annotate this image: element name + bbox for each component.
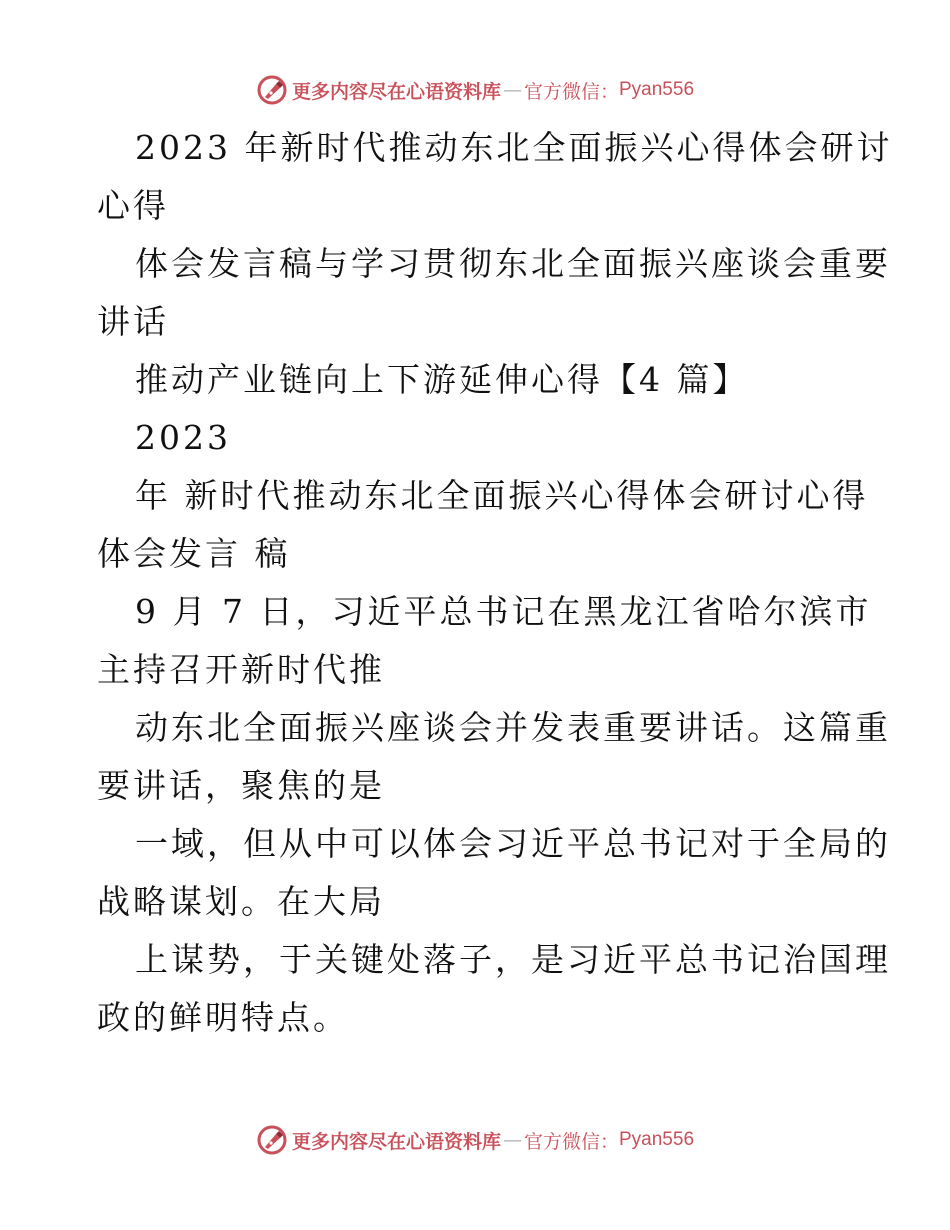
text-line: 战略谋划。在大局 xyxy=(97,882,385,921)
banner-dash: — xyxy=(502,1129,522,1151)
text-line: 一域，但从中可以体会习近平总书记对于全局的 xyxy=(135,824,891,863)
text-line: 要讲话，聚焦的是 xyxy=(97,766,385,805)
text-line: 9 月 7 日，习近平总书记在黑龙江省哈尔滨市 xyxy=(135,592,872,631)
wechat-id: Pyan556 xyxy=(619,79,695,100)
wechat-label: 官方微信： xyxy=(523,80,619,103)
wechat-label: 官方微信： xyxy=(523,1130,619,1153)
text-line: 讲话 xyxy=(97,302,169,341)
header-banner xyxy=(0,70,950,110)
text-line: 上谋势，于关键处落子，是习近平总书记治国理 xyxy=(135,940,891,979)
wechat-id: Pyan556 xyxy=(619,1129,695,1150)
banner-slogan: 更多内容尽在心语资料库 xyxy=(291,1130,501,1153)
text-line: 动东北全面振兴座谈会并发表重要讲话。这篇重 xyxy=(135,708,891,747)
text-line: 2023 年新时代推动东北全面振兴心得体会研讨 xyxy=(135,128,893,167)
text-line: 年 新时代推动东北全面振兴心得体会研讨心得 xyxy=(135,476,869,515)
pen-nib-logo-icon xyxy=(256,74,288,106)
text-line: 推动产业链向上下游延伸心得【4 篇】 xyxy=(135,360,749,399)
text-line: 政的鲜明特点。 xyxy=(97,998,349,1037)
banner-dash: — xyxy=(502,79,522,101)
document-body xyxy=(97,119,893,1047)
text-line: 体会发言稿与学习贯彻东北全面振兴座谈会重要 xyxy=(135,244,891,283)
text-line: 体会发言 稿 xyxy=(97,534,291,573)
banner-slogan: 更多内容尽在心语资料库 xyxy=(291,80,501,103)
text-line: 2023 xyxy=(135,418,231,457)
pen-nib-logo-icon xyxy=(256,1124,288,1156)
text-line: 心得 xyxy=(97,186,169,225)
text-line: 主持召开新时代推 xyxy=(97,650,385,689)
footer-banner xyxy=(0,1120,950,1160)
